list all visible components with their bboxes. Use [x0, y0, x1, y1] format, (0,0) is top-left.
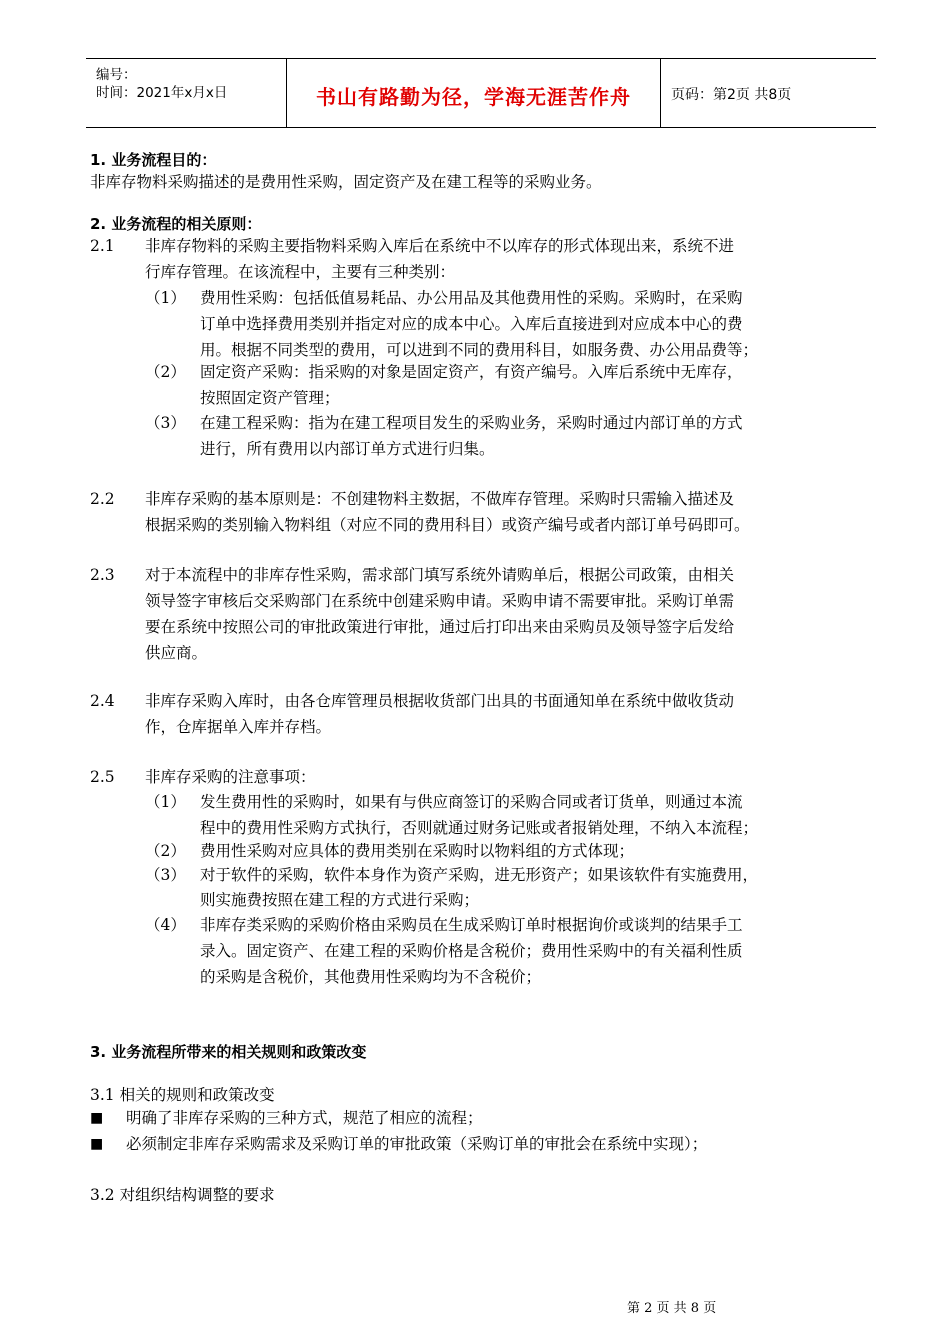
- item-line: 按照固定资产管理；: [200, 389, 340, 407]
- item-number: （2）: [145, 842, 186, 860]
- item-line: 费用性采购对应具体的费用类别在采购时以物料组的方式体现；: [200, 842, 635, 860]
- item-line: 程中的费用性采购方式执行，否则就通过财务记账或者报销处理，不纳入本流程；: [200, 819, 759, 837]
- page-footer: 第 2 页 共 8 页: [627, 1301, 717, 1316]
- item-line: 固定资产采购：指采购的对象是固定资产，有资产编号。入库后系统中无库存，: [200, 363, 743, 381]
- header-meta-cell: [86, 59, 287, 127]
- para-2-3-line: 要在系统中按照公司的审批政策进行审批，通过后打印出来由采购员及领导签字后发给: [145, 618, 735, 636]
- section1-body: 非库存物料采购描述的是费用性采购，固定资产及在建工程等的采购业务。: [90, 173, 602, 191]
- section3-sub2: 3.2 对组织结构调整的要求: [90, 1186, 275, 1204]
- bullet-text: 必须制定非库存采购需求及采购订单的审批政策（采购订单的审批会在系统中实现）；: [126, 1135, 708, 1153]
- para-2-1-line: 非库存物料的采购主要指物料采购入库后在系统中不以库存的形式体现出来，系统不进: [145, 237, 735, 255]
- bullet-square-icon: ■: [90, 1110, 104, 1126]
- item-number: （1）: [145, 793, 186, 811]
- para-2-2-line: 非库存采购的基本原则是：不创建物料主数据，不做库存管理。采购时只需输入描述及: [145, 490, 735, 508]
- item-line: 发生费用性的采购时，如果有与供应商签订的采购合同或者订货单，则通过本流: [200, 793, 743, 811]
- doc-date: 时间：2021年x月x日: [96, 85, 228, 101]
- para-2-3-line: 领导签字审核后交采购部门在系统中创建采购申请。采购申请不需要审批。采购订单需: [145, 592, 735, 610]
- item-line: 订单中选择费用类别并指定对应的成本中心。入库后直接进到对应成本中心的费: [200, 315, 743, 333]
- para-2-4-number: 2.4: [90, 692, 115, 710]
- item-line: 费用性采购：包括低值易耗品、办公用品及其他费用性的采购。采购时，在采购: [200, 289, 743, 307]
- para-2-3-line: 对于本流程中的非库存性采购，需求部门填写系统外请购单后，根据公司政策，由相关: [145, 566, 735, 584]
- item-line: 对于软件的采购，软件本身作为资产采购，进无形资产；如果该软件有实施费用，: [200, 866, 759, 884]
- item-line: 录入。固定资产、在建工程的采购价格是含税价；费用性采购中的有关福利性质: [200, 942, 743, 960]
- para-2-5-line: 非库存采购的注意事项：: [145, 768, 316, 786]
- header-motto-cell: [287, 59, 661, 127]
- para-2-5-number: 2.5: [90, 768, 115, 786]
- page-header: [86, 58, 876, 128]
- section2-heading: 2. 业务流程的相关原则：: [90, 215, 262, 233]
- item-number: （2）: [145, 363, 186, 381]
- para-2-1-line: 行库存管理。在该流程中，主要有三种类别：: [145, 263, 456, 281]
- doc-number-label: 编号：: [96, 67, 137, 83]
- bullet-text: 明确了非库存采购的三种方式，规范了相应的流程；: [126, 1109, 483, 1127]
- item-line: 则实施费按照在建工程的方式进行采购；: [200, 891, 480, 909]
- section3-heading: 3. 业务流程所带来的相关规则和政策改变: [90, 1043, 367, 1061]
- para-2-4-line: 作，仓库据单入库并存档。: [145, 718, 332, 736]
- bullet-square-icon: ■: [90, 1136, 104, 1152]
- para-2-3-line: 供应商。: [145, 644, 208, 662]
- item-line: 在建工程采购：指为在建工程项目发生的采购业务，采购时通过内部订单的方式: [200, 414, 743, 432]
- para-2-3-number: 2.3: [90, 566, 115, 584]
- para-2-4-line: 非库存采购入库时，由各仓库管理员根据收货部门出具的书面通知单在系统中做收货动: [145, 692, 735, 710]
- para-2-2-number: 2.2: [90, 490, 115, 508]
- item-number: （3）: [145, 866, 186, 884]
- item-number: （4）: [145, 916, 186, 934]
- para-2-2-line: 根据采购的类别输入物料组（对应不同的费用科目）或资产编号或者内部订单号码即可。: [145, 516, 750, 534]
- para-2-1-number: 2.1: [90, 237, 115, 255]
- item-line: 进行，所有费用以内部订单方式进行归集。: [200, 440, 495, 458]
- item-line: 的采购是含税价，其他费用性采购均为不含税价；: [200, 968, 542, 986]
- section3-sub1: 3.1 相关的规则和政策改变: [90, 1086, 275, 1104]
- header-page-info: 页码：第2页 共8页: [671, 87, 792, 103]
- item-number: （1）: [145, 289, 186, 307]
- item-line: 非库存类采购的采购价格由采购员在生成采购订单时根据询价或谈判的结果手工: [200, 916, 743, 934]
- item-number: （3）: [145, 414, 186, 432]
- item-line: 用。根据不同类型的费用，可以进到不同的费用科目，如服务费、办公用品费等；: [200, 341, 759, 359]
- header-motto: 书山有路勤为径，学海无涯苦作舟: [316, 85, 631, 109]
- header-page-cell: [661, 59, 876, 127]
- section1-heading: 1. 业务流程目的：: [90, 151, 217, 169]
